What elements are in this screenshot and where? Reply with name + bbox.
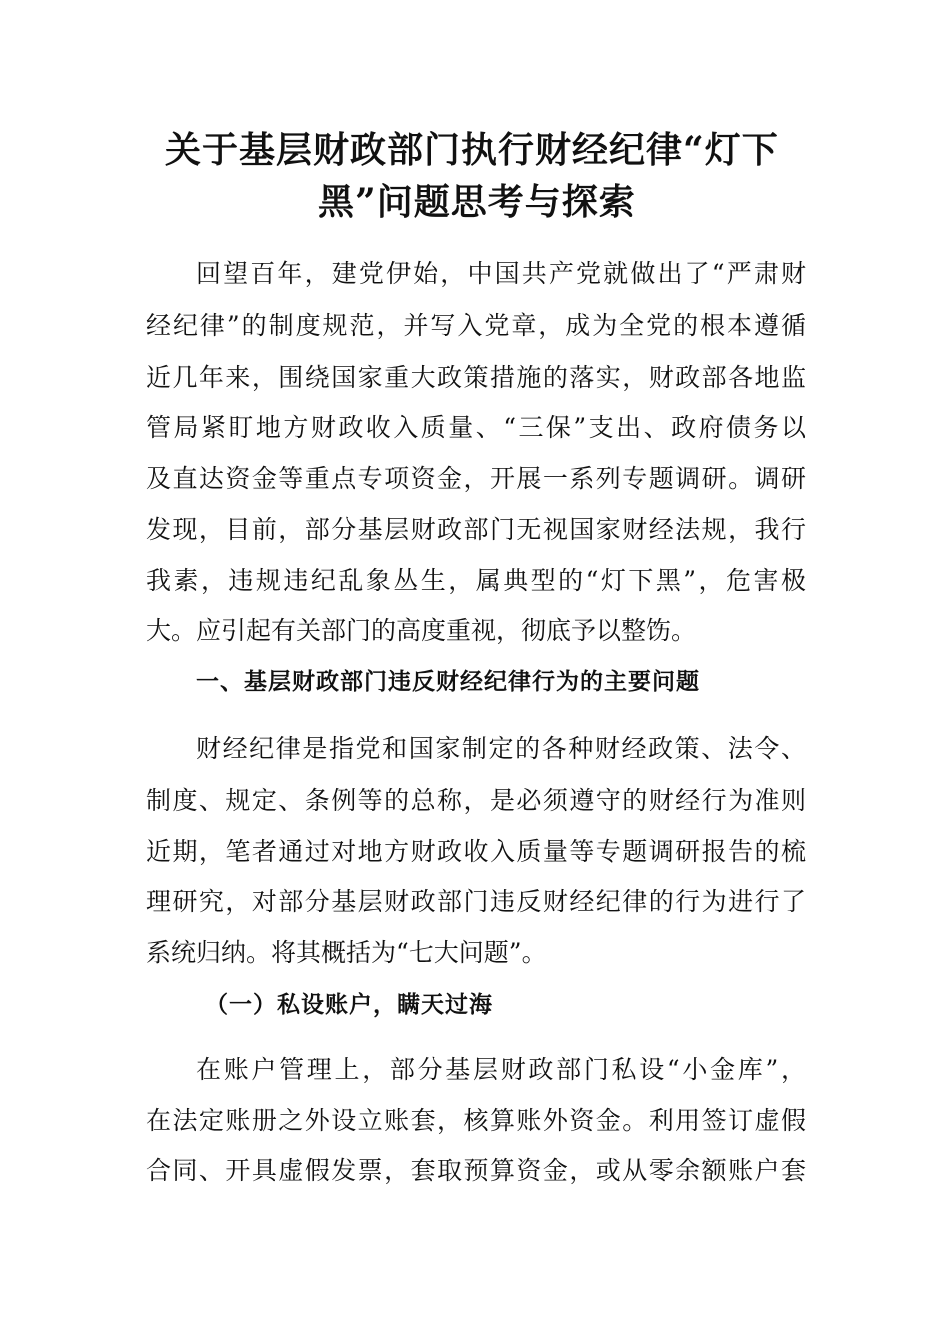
paragraph-2-line-2: 制度、规定、条例等的总称，是必须遵守的财经行为准则 [146,786,806,815]
paragraph-2-line-1: 财经纪律是指党和国家制定的各种财经政策、法令、 [196,734,806,763]
paragraph-1-line-8: 大。应引起有关部门的高度重视，彻底予以整饬。 [146,616,697,645]
paragraph-3-line-3: 合同、开具虚假发票，套取预算资金，或从零余额账户套 [146,1156,806,1185]
document-title-line-1: 关于基层财政部门执行财经纪律“灯下 [165,129,779,171]
paragraph-1-line-1: 回望百年，建党伊始，中国共产党就做出了“严肃财 [196,259,806,288]
paragraph-2-line-3: 近期，笔者通过对地方财政收入质量等专题调研报告的梳 [146,837,806,866]
paragraph-2-line-5: 系统归纳。将其概括为“七大问题”。 [146,938,547,967]
paragraph-1-line-2: 经纪律”的制度规范，并写入党章，成为全党的根本遵循 [146,311,806,340]
paragraph-1-line-5: 及直达资金等重点专项资金，开展一系列专题调研。调研 [146,464,806,493]
paragraph-1-line-3: 近几年来，围绕国家重大政策措施的落实，财政部各地监 [146,363,806,392]
paragraph-2-line-4: 理研究，对部分基层财政部门违反财经纪律的行为进行了 [146,887,806,916]
subsection-heading-1: （一）私设账户，瞒天过海 [205,992,493,1018]
paragraph-1-line-6: 发现，目前，部分基层财政部门无视国家财经法规，我行 [146,515,806,544]
paragraph-1-line-7: 我素，违规违纪乱象丛生，属典型的“灯下黑”，危害极 [146,566,806,595]
paragraph-3-line-2: 在法定账册之外设立账套，核算账外资金。利用签订虚假 [146,1106,806,1135]
section-heading-1: 一、基层财政部门违反财经纪律行为的主要问题 [196,669,700,695]
paragraph-1-line-4: 管局紧盯地方财政收入质量、“三保”支出、政府债务以 [146,413,806,442]
document-title-line-2: 黑”问题思考与探索 [318,181,636,223]
paragraph-3-line-1: 在账户管理上，部分基层财政部门私设“小金库”， [196,1055,806,1084]
